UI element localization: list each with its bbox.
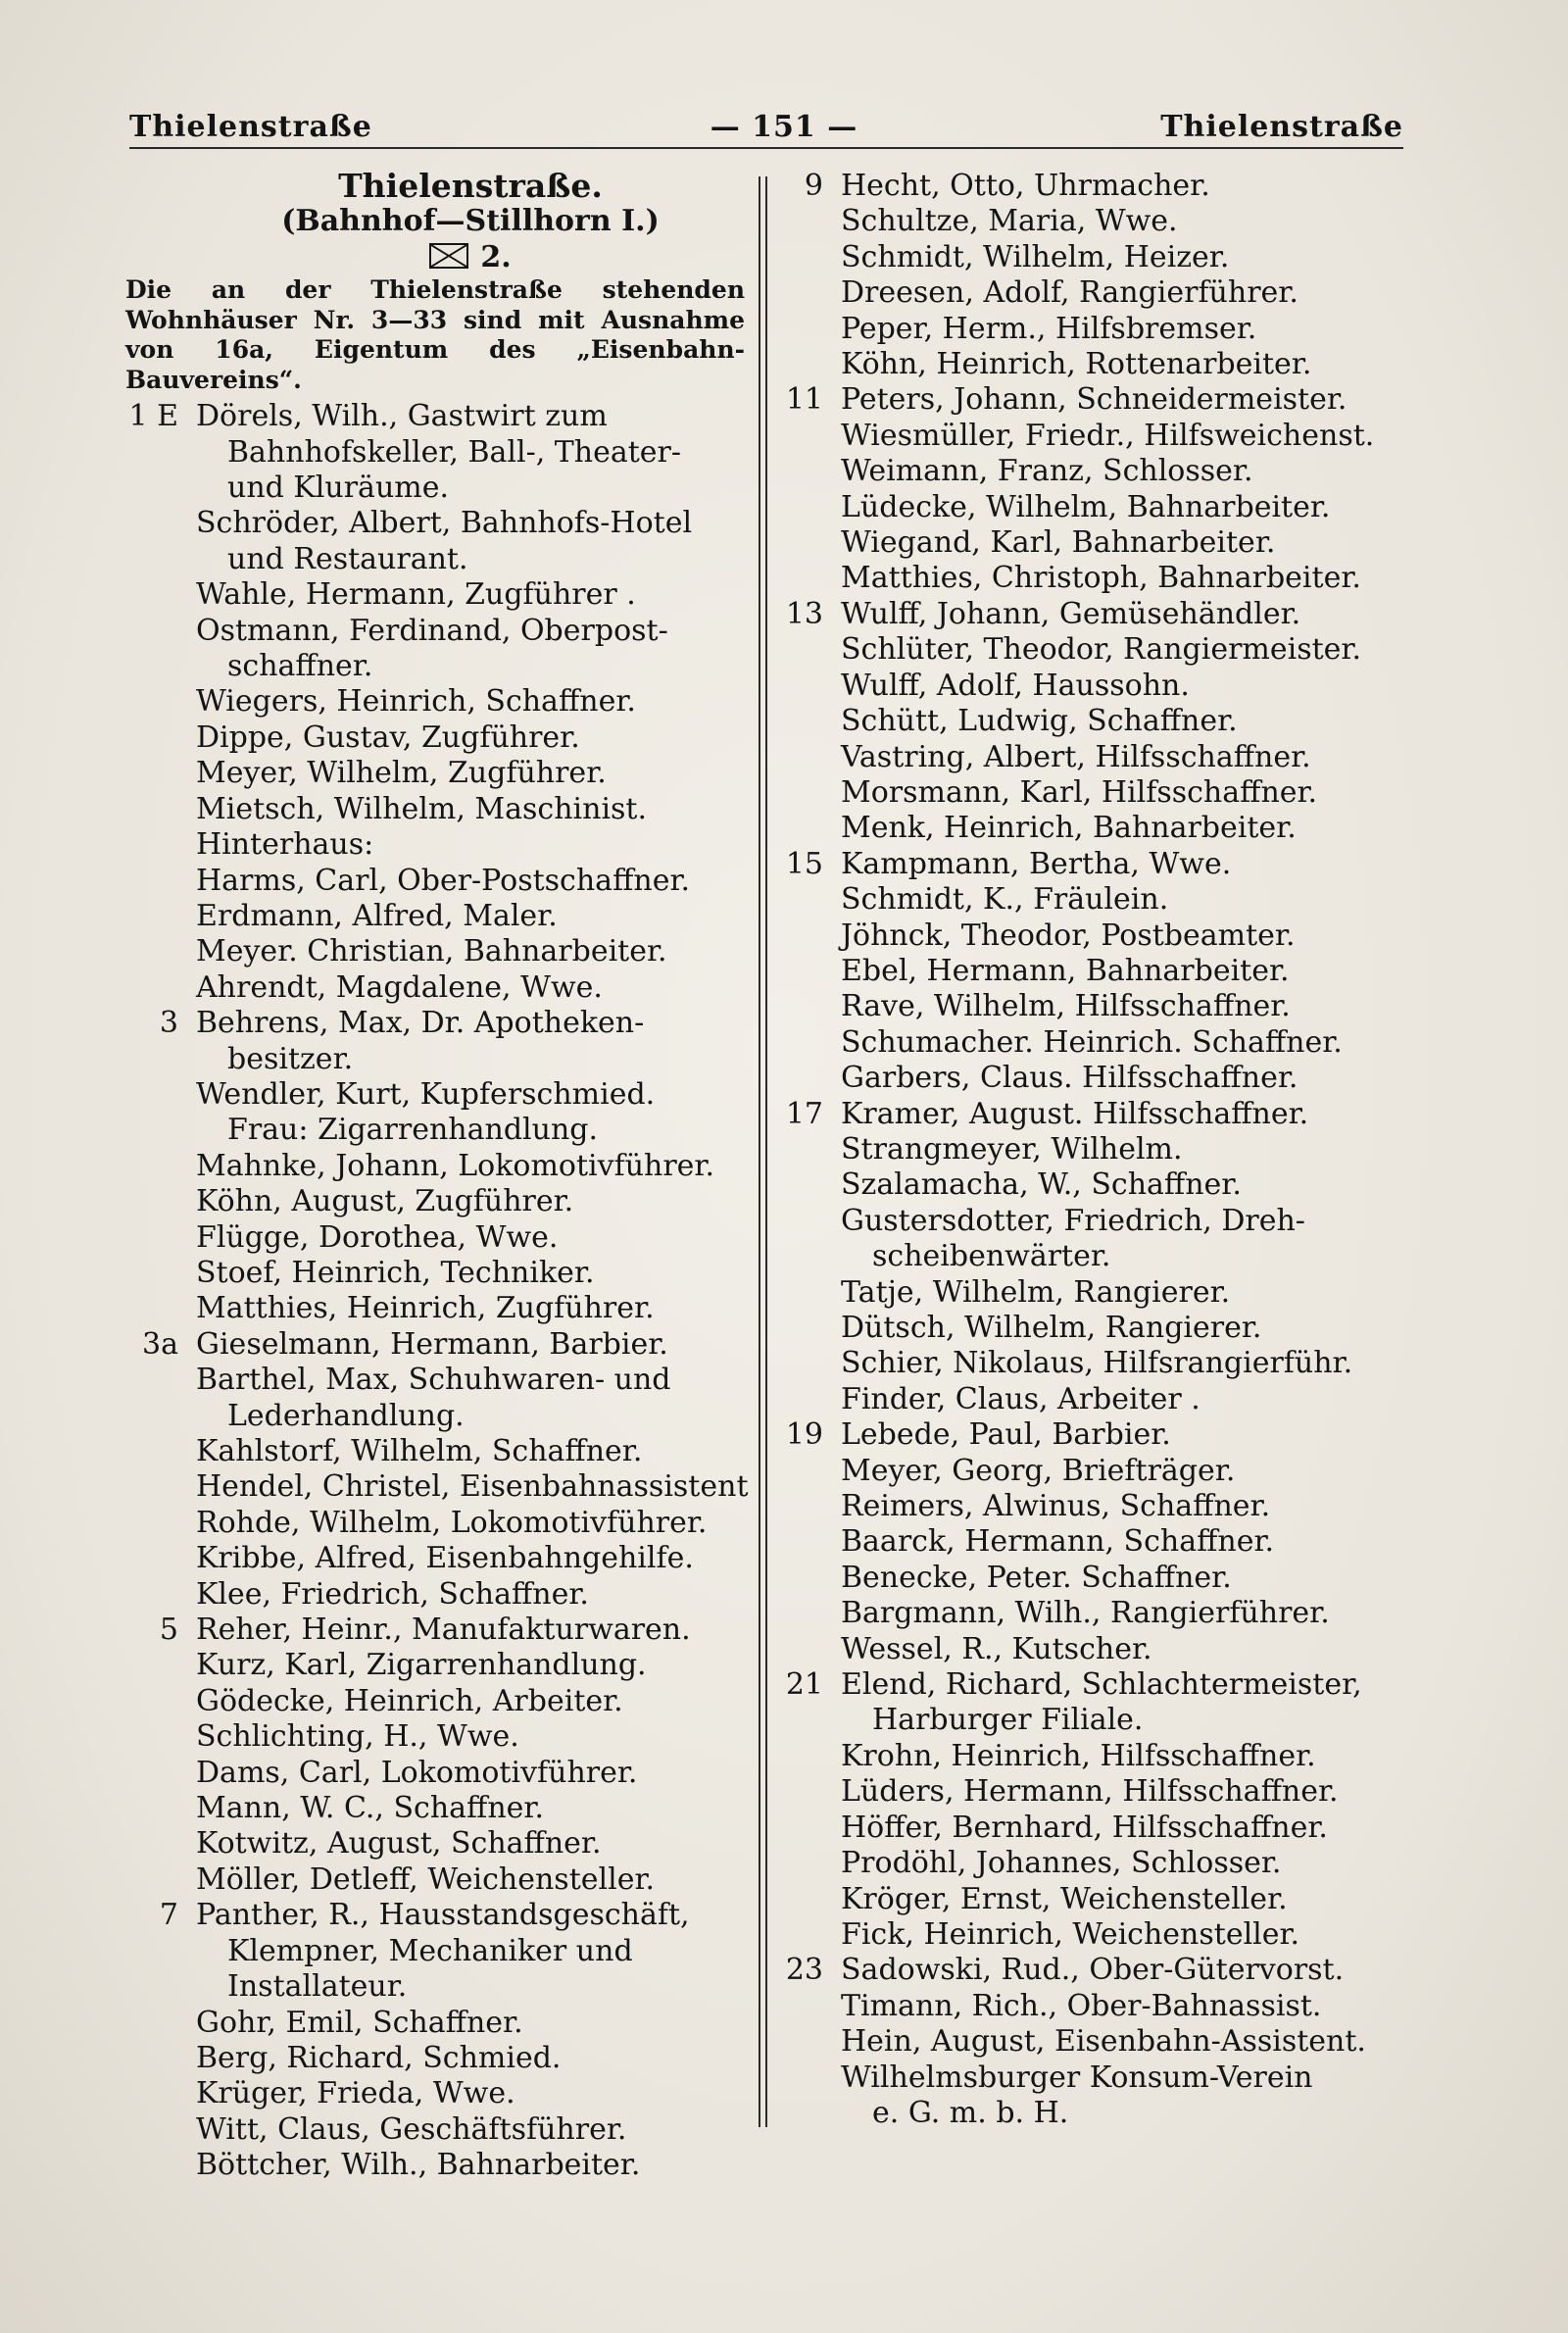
resident-entry bbox=[802, 1811, 1429, 1846]
house-number: 5 bbox=[159, 1613, 178, 1648]
house-number: 9 bbox=[804, 169, 823, 203]
resident-entry bbox=[802, 918, 1429, 954]
house-entry bbox=[785, 846, 1429, 882]
resident-entry bbox=[802, 240, 1429, 275]
resident-text: Matthies, Christoph, Bahnarbeiter. bbox=[841, 561, 1361, 596]
resident-entry bbox=[157, 1684, 745, 1719]
resident-entry bbox=[802, 525, 1429, 561]
resident-entry bbox=[802, 1239, 1429, 1274]
resident-entry bbox=[157, 684, 745, 720]
resident-text: Schlüter, Theodor, Rangiermeister. bbox=[841, 632, 1362, 668]
resident-text: Wessel, R., Kutscher. bbox=[841, 1631, 1152, 1666]
resident-text: Köhn, August, Zugführer. bbox=[196, 1184, 574, 1219]
resident-entry bbox=[802, 1739, 1429, 1774]
resident-entry bbox=[157, 577, 745, 613]
resident-text: Wulff, Adolf, Haussohn. bbox=[841, 668, 1190, 703]
house-entry bbox=[785, 1953, 1429, 1988]
house-entry bbox=[785, 596, 1429, 632]
resident-text: Schütt, Ludwig, Schaffner. bbox=[841, 704, 1238, 739]
street-subtitle: (Bahnhof—Stillhorn I.) bbox=[281, 204, 660, 239]
resident-entry bbox=[157, 1577, 745, 1613]
resident-entry bbox=[157, 1291, 745, 1326]
column-divider bbox=[759, 176, 760, 2127]
house-number: 11 bbox=[785, 382, 823, 418]
resident-entry bbox=[802, 1882, 1429, 1917]
resident-text: Hinterhaus: bbox=[196, 827, 374, 863]
resident-text: Flügge, Dorothea, Wwe. bbox=[196, 1219, 559, 1255]
resident-entry bbox=[802, 1204, 1429, 1239]
resident-text: Behrens, Max, Dr. Apotheken- bbox=[196, 1006, 645, 1041]
house-entry bbox=[157, 1006, 745, 1041]
resident-text: Erdmann, Alfred, Maler. bbox=[196, 898, 558, 933]
envelope-icon bbox=[429, 243, 468, 269]
house-number: 7 bbox=[159, 1898, 178, 1933]
resident-entry bbox=[157, 1469, 749, 1505]
house-entry bbox=[785, 1096, 1429, 1132]
resident-entry bbox=[802, 2060, 1429, 2096]
house-number: 3 bbox=[159, 1006, 178, 1041]
resident-text: Harburger Filiale. bbox=[872, 1703, 1144, 1738]
resident-text: Kröger, Ernst, Weichensteller. bbox=[841, 1881, 1288, 1916]
resident-entry bbox=[157, 934, 745, 969]
resident-text: Hein, August, Eisenbahn-Assistent. bbox=[841, 2024, 1366, 2060]
resident-entry bbox=[802, 1311, 1429, 1346]
resident-text: Schmidt, K., Fräulein. bbox=[841, 882, 1169, 918]
resident-text: Höffer, Bernhard, Hilfsschaffner. bbox=[841, 1810, 1328, 1845]
resident-entry bbox=[157, 1042, 745, 1077]
resident-text: Wahle, Hermann, Zugführer . bbox=[196, 577, 636, 613]
resident-text: Elend, Richard, Schlachtermeister, bbox=[841, 1667, 1362, 1703]
resident-text: e. G. m. b. H. bbox=[872, 2095, 1069, 2130]
resident-text: Wiegand, Karl, Bahnarbeiter. bbox=[841, 525, 1276, 561]
resident-text: Tatje, Wilhelm, Rangierer. bbox=[841, 1274, 1231, 1310]
resident-entry bbox=[157, 1756, 745, 1791]
resident-text: Barthel, Max, Schuhwaren- und bbox=[196, 1363, 671, 1398]
resident-entry bbox=[802, 704, 1429, 739]
resident-entry bbox=[802, 312, 1429, 347]
resident-entry bbox=[802, 419, 1429, 454]
resident-entry bbox=[157, 1149, 745, 1184]
resident-entry bbox=[802, 882, 1429, 918]
house-entry bbox=[785, 1667, 1429, 1703]
resident-text: Dippe, Gustav, Zugführer. bbox=[196, 720, 580, 755]
resident-text: Timann, Rich., Ober-Bahnassist. bbox=[841, 1988, 1322, 2023]
resident-entry bbox=[157, 1648, 745, 1683]
right-column bbox=[785, 169, 1429, 2131]
resident-text: Hecht, Otto, Uhrmacher. bbox=[841, 169, 1210, 203]
resident-entry bbox=[157, 1969, 745, 2005]
resident-text: Klee, Friedrich, Schaffner. bbox=[196, 1576, 589, 1612]
resident-text: Panther, R., Hausstandsgeschäft, bbox=[196, 1898, 690, 1933]
resident-entry bbox=[157, 1399, 745, 1434]
resident-text: Dörels, Wilh., Gastwirt zum bbox=[196, 399, 608, 434]
resident-entry bbox=[802, 561, 1429, 596]
resident-text: Rave, Wilhelm, Hilfsschaffner. bbox=[841, 989, 1291, 1024]
resident-entry bbox=[157, 1541, 745, 1576]
resident-entry bbox=[157, 1862, 745, 1898]
resident-text: Gieselmann, Hermann, Barbier. bbox=[196, 1326, 668, 1362]
resident-text: schaffner. bbox=[227, 649, 373, 684]
resident-text: Jöhnck, Theodor, Postbeamter. bbox=[841, 918, 1296, 953]
resident-entry bbox=[802, 2024, 1429, 2060]
resident-text: Klempner, Mechaniker und bbox=[227, 1933, 633, 1968]
resident-entry bbox=[802, 1596, 1429, 1631]
resident-entry bbox=[802, 1275, 1429, 1311]
resident-text: Rohde, Wilhelm, Lokomotivführer. bbox=[196, 1505, 708, 1540]
resident-entry bbox=[802, 954, 1429, 989]
house-entry bbox=[802, 169, 1429, 204]
house-number: 1 E bbox=[128, 399, 178, 434]
resident-entry bbox=[802, 669, 1429, 704]
resident-entry bbox=[157, 2006, 745, 2041]
resident-text: Wiegers, Heinrich, Schaffner. bbox=[196, 684, 636, 720]
resident-entry bbox=[157, 720, 745, 756]
resident-entry bbox=[802, 1132, 1429, 1167]
resident-text: Kotwitz, August, Schaffner. bbox=[196, 1826, 602, 1861]
resident-text: Prodöhl, Johannes, Schlosser. bbox=[841, 1846, 1282, 1881]
resident-text: Gödecke, Heinrich, Arbeiter. bbox=[196, 1683, 623, 1718]
resident-entry bbox=[802, 1561, 1429, 1596]
resident-entry bbox=[802, 2096, 1429, 2131]
resident-text: Kahlstorf, Wilhelm, Schaffner. bbox=[196, 1434, 643, 1468]
resident-entry bbox=[157, 970, 745, 1006]
resident-text: Menk, Heinrich, Bahnarbeiter. bbox=[841, 811, 1297, 846]
resident-entry bbox=[802, 275, 1429, 311]
resident-text: Lüdecke, Wilhelm, Bahnarbeiter. bbox=[841, 489, 1331, 524]
resident-text: Installateur. bbox=[227, 1969, 408, 2005]
resident-entry bbox=[157, 1363, 745, 1398]
resident-entry bbox=[802, 1489, 1429, 1524]
resident-text: Meyer. Christian, Bahnarbeiter. bbox=[196, 934, 667, 969]
house-number: 15 bbox=[785, 846, 823, 881]
resident-text: Strangmeyer, Wilhelm. bbox=[841, 1131, 1183, 1166]
resident-text: Schmidt, Wilhelm, Heizer. bbox=[841, 239, 1230, 274]
resident-text: Reimers, Alwinus, Schaffner. bbox=[841, 1489, 1271, 1524]
resident-text: Morsmann, Karl, Hilfsschaffner. bbox=[841, 774, 1318, 810]
resident-entry bbox=[802, 632, 1429, 668]
resident-text: Reher, Heinr., Manufakturwaren. bbox=[196, 1613, 691, 1648]
resident-entry bbox=[802, 740, 1429, 775]
house-entry bbox=[785, 382, 1429, 418]
resident-text: Gohr, Emil, Schaffner. bbox=[196, 2005, 523, 2040]
resident-entry bbox=[802, 1524, 1429, 1560]
left-entries bbox=[128, 399, 749, 2183]
house-entry bbox=[157, 1613, 745, 1648]
resident-entry bbox=[157, 1506, 745, 1541]
resident-text: Schultze, Maria, Wwe. bbox=[841, 204, 1178, 239]
resident-text: Lüders, Hermann, Hilfsschaffner. bbox=[841, 1774, 1339, 1810]
resident-text: Peters, Johann, Schneidermeister. bbox=[841, 382, 1348, 418]
resident-entry bbox=[157, 1113, 745, 1148]
resident-text: Kurz, Karl, Zigarrenhandlung. bbox=[196, 1648, 647, 1683]
resident-text: Kribbe, Alfred, Eisenbahngehilfe. bbox=[196, 1541, 694, 1576]
resident-text: Wendler, Kurt, Kupferschmied. bbox=[196, 1076, 656, 1112]
resident-text: Dams, Carl, Lokomotivführer. bbox=[196, 1755, 638, 1790]
column-divider bbox=[765, 176, 767, 2127]
resident-entry bbox=[157, 792, 745, 827]
header-rule bbox=[129, 147, 1403, 149]
resident-entry bbox=[157, 1826, 745, 1861]
resident-text: Meyer, Wilhelm, Zugführer. bbox=[196, 756, 607, 791]
house-number: 21 bbox=[785, 1667, 823, 1703]
resident-text: Schumacher. Heinrich. Schaffner. bbox=[841, 1024, 1343, 1060]
resident-entry bbox=[802, 811, 1429, 846]
resident-text: Frau: Zigarrenhandlung. bbox=[227, 1113, 599, 1148]
resident-text: Berg, Richard, Schmied. bbox=[196, 2040, 562, 2075]
resident-text: Ebel, Hermann, Bahnarbeiter. bbox=[841, 953, 1290, 988]
resident-entry bbox=[157, 1077, 745, 1113]
resident-text: und Kluräume. bbox=[227, 471, 449, 506]
resident-text: Szalamacha, W., Schaffner. bbox=[841, 1167, 1242, 1203]
resident-text: Meyer, Georg, Briefträger. bbox=[841, 1453, 1236, 1488]
postal-district bbox=[157, 240, 745, 275]
resident-entry bbox=[157, 506, 745, 541]
resident-entry bbox=[157, 1220, 745, 1256]
resident-entry bbox=[802, 1917, 1429, 1953]
resident-entry bbox=[157, 1934, 745, 1969]
resident-text: Bahnhofskeller, Ball-, Theater- bbox=[227, 434, 682, 470]
resident-entry bbox=[802, 204, 1429, 239]
resident-entry bbox=[157, 1791, 745, 1826]
resident-text: Dreesen, Adolf, Rangierführer. bbox=[841, 275, 1298, 311]
resident-entry bbox=[157, 649, 745, 684]
resident-entry bbox=[802, 989, 1429, 1024]
resident-entry bbox=[157, 471, 745, 506]
resident-entry bbox=[802, 775, 1429, 811]
resident-text: Finder, Claus, Arbeiter . bbox=[841, 1381, 1200, 1416]
resident-text: Krohn, Heinrich, Hilfsschaffner. bbox=[841, 1738, 1316, 1773]
resident-text: Garbers, Claus. Hilfsschaffner. bbox=[841, 1061, 1298, 1096]
resident-text: Wiesmüller, Friedr., Hilfsweichenst. bbox=[841, 418, 1375, 453]
resident-text: Lebede, Paul, Barbier. bbox=[841, 1417, 1171, 1453]
street-title: Thielenstraße. bbox=[338, 167, 603, 205]
resident-text: Harms, Carl, Ober-Postschaffner. bbox=[196, 863, 691, 898]
house-entry bbox=[142, 1326, 745, 1363]
resident-entry bbox=[157, 864, 745, 899]
resident-text: Mann, W. C., Schaffner. bbox=[196, 1791, 545, 1826]
house-number: 3a bbox=[142, 1326, 178, 1362]
resident-entry bbox=[802, 1632, 1429, 1667]
resident-entry bbox=[157, 1719, 745, 1755]
resident-entry bbox=[802, 1382, 1429, 1417]
resident-text: Kramer, August. Hilfsschaffner. bbox=[841, 1096, 1309, 1131]
resident-entry bbox=[157, 614, 745, 649]
resident-text: Peper, Herm., Hilfsbremser. bbox=[841, 311, 1257, 346]
resident-entry bbox=[157, 2041, 745, 2076]
resident-entry bbox=[802, 1703, 1429, 1738]
resident-entry bbox=[157, 542, 745, 577]
resident-text: besitzer. bbox=[227, 1041, 354, 1076]
ownership-notice: Die an der Thielenstraße stehenden Wohnhäuser Nr. 3—33 sind mit Ausnahme von 16a, Eigentum des „Eisenbahn-Bauvereins“. bbox=[125, 275, 745, 394]
resident-text: Schier, Nikolaus, Hilfsrangierführ. bbox=[841, 1346, 1353, 1381]
resident-entry bbox=[802, 1346, 1429, 1381]
resident-text: Ahrendt, Magdalene, Wwe. bbox=[196, 969, 603, 1005]
resident-text: Kampmann, Bertha, Wwe. bbox=[841, 846, 1232, 881]
resident-text: Bargmann, Wilh., Rangierführer. bbox=[841, 1596, 1330, 1631]
resident-text: Gustersdotter, Friedrich, Dreh- bbox=[841, 1203, 1305, 1238]
resident-entry bbox=[802, 1846, 1429, 1881]
resident-text: Dütsch, Wilhelm, Rangierer. bbox=[841, 1311, 1262, 1345]
resident-entry bbox=[157, 827, 745, 863]
resident-text: und Restaurant. bbox=[227, 541, 468, 576]
resident-entry bbox=[157, 2112, 745, 2148]
resident-text: Wilhelmsburger Konsum-Verein bbox=[841, 2060, 1313, 2095]
resident-text: Wulff, Johann, Gemüsehändler. bbox=[841, 596, 1301, 631]
resident-text: Möller, Detleff, Weichensteller. bbox=[196, 1861, 656, 1897]
house-entry bbox=[785, 1417, 1429, 1453]
resident-entry bbox=[802, 1061, 1429, 1096]
resident-entry bbox=[802, 1774, 1429, 1810]
house-entry bbox=[157, 1898, 745, 1933]
resident-entry bbox=[157, 756, 745, 791]
resident-entry bbox=[802, 1989, 1429, 2024]
resident-text: Sadowski, Rud., Ober-Gütervorst. bbox=[841, 1953, 1345, 1988]
right-entries bbox=[785, 169, 1429, 2131]
house-number: 23 bbox=[785, 1953, 823, 1988]
resident-text: Mahnke, Johann, Lokomotivführer. bbox=[196, 1148, 715, 1183]
resident-entry bbox=[157, 2076, 745, 2111]
resident-entry bbox=[157, 435, 745, 471]
resident-entry bbox=[157, 1184, 745, 1219]
house-number: 13 bbox=[785, 596, 823, 631]
house-number: 19 bbox=[785, 1417, 823, 1453]
page-number: — 151 — bbox=[710, 110, 858, 144]
resident-text: Fick, Heinrich, Weichensteller. bbox=[841, 1916, 1300, 1952]
left-column bbox=[125, 167, 749, 2184]
resident-text: Schröder, Albert, Bahnhofs-Hotel bbox=[196, 506, 693, 541]
resident-text: Köhn, Heinrich, Rottenarbeiter. bbox=[841, 347, 1312, 382]
resident-text: Schlichting, H., Wwe. bbox=[196, 1719, 519, 1755]
postal-district-number: 2. bbox=[480, 239, 512, 274]
resident-text: Hendel, Christel, Eisenbahnassistent bbox=[196, 1469, 749, 1505]
resident-text: Stoef, Heinrich, Techniker. bbox=[196, 1255, 595, 1290]
resident-text: Krüger, Frieda, Wwe. bbox=[196, 2076, 515, 2111]
resident-entry bbox=[802, 490, 1429, 525]
resident-text: Benecke, Peter. Schaffner. bbox=[841, 1560, 1232, 1595]
resident-text: Matthies, Heinrich, Zugführer. bbox=[196, 1291, 655, 1326]
resident-text: Böttcher, Wilh., Bahnarbeiter. bbox=[196, 2148, 641, 2183]
resident-entry bbox=[802, 1454, 1429, 1489]
resident-text: Ostmann, Ferdinand, Oberpost- bbox=[196, 613, 668, 648]
resident-text: Vastring, Albert, Hilfsschaffner. bbox=[841, 739, 1311, 774]
resident-entry bbox=[802, 1167, 1429, 1203]
running-head-left: Thielenstraße bbox=[129, 110, 372, 144]
resident-entry bbox=[802, 1025, 1429, 1061]
running-head-right: Thielenstraße bbox=[1160, 110, 1403, 144]
resident-text: Mietsch, Wilhelm, Maschinist. bbox=[196, 791, 648, 826]
resident-entry bbox=[157, 2148, 745, 2183]
resident-text: scheibenwärter. bbox=[872, 1239, 1111, 1274]
resident-entry bbox=[157, 1434, 745, 1469]
resident-text: Baarck, Hermann, Schaffner. bbox=[841, 1524, 1275, 1560]
resident-entry bbox=[802, 454, 1429, 489]
resident-entry bbox=[157, 1256, 745, 1291]
house-number: 17 bbox=[785, 1096, 823, 1131]
resident-entry bbox=[802, 347, 1429, 382]
house-entry bbox=[128, 399, 745, 434]
resident-text: Weimann, Franz, Schlosser. bbox=[841, 454, 1253, 489]
resident-text: Lederhandlung. bbox=[227, 1398, 465, 1433]
resident-entry bbox=[157, 899, 745, 934]
resident-text: Witt, Claus, Geschäftsführer. bbox=[196, 2111, 627, 2147]
